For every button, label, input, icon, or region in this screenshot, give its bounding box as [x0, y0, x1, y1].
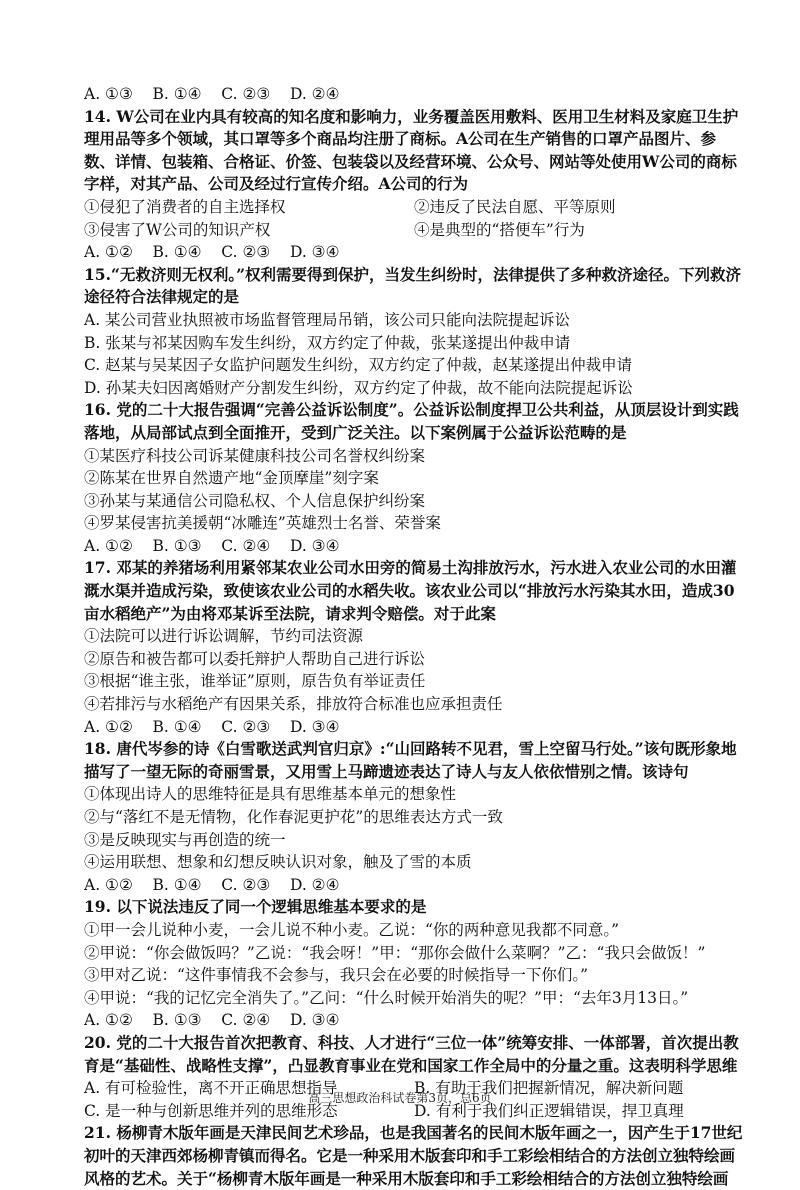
exam-body: [84, 83, 744, 1190]
option-right: B. 有助于我们把握新情况，解决新问题: [414, 1079, 684, 1098]
question-stem: 16. 党的二十大报告强调“完善公益诉讼制度”。公益诉讼制度捍卫公共利益，从顶层设计到实践落地，从局部试点到全面推开，受到广泛关注。以下案例属于公益诉讼范畴的是: [84, 400, 739, 442]
statement-line: ①某医疗科技公司诉某健康科技公司名誉权纠纷案: [84, 446, 426, 465]
answer-options: A. ①② B. ①④ C. ②③ D. ③④: [84, 243, 340, 262]
option-pair: [84, 196, 744, 219]
statement-line: ②陈某在世界自然遗产地“金顶摩崖”刻字案: [84, 469, 379, 488]
statement-line: C. 赵某与吴某因子女监护问题发生纠纷，双方约定了仲裁，赵某遂提出仲裁申请: [84, 356, 633, 375]
question-stem: 14. W公司在业内具有较高的知名度和影响力，业务覆盖医用敷料、医用卫生材料及家庭卫生护理用品等多个领域，其口罩等多个商品均注册了商标。A公司在生产销售的口罩产品图片、参数、详情、包装箱、合格证、价签、包装袋以及经营环境、公众号、网站等处使用W公司的商标字样，对其产品、公司及经过行宣传介绍。A公司的行为: [84, 106, 739, 194]
statement-line: ③孙某与某通信公司隐私权、个人信息保护纠纷案: [84, 491, 426, 510]
statement-line: ③是反映现实与再创造的统一: [84, 830, 286, 849]
question-stem: 15.“无救济则无权利。”权利需要得到保护，当发生纠纷时，法律提供了多种救济途径。下列救济途径符合法律规定的是: [84, 264, 742, 307]
statement-line: ④甲说：“我的记忆完全消失了。”乙问：“什么时候开始消失的呢？”甲：“去年3月13日。”: [84, 988, 689, 1007]
option-right: D. 有利于我们纠正逻辑错误，捍卫真理: [414, 1101, 684, 1120]
answer-options: A. ①② B. ①③ C. ②④ D. ③④: [84, 1011, 340, 1030]
statement-line: A. 某公司营业执照被市场监督管理局吊销，该公司只能向法院提起诉讼: [84, 310, 571, 329]
statement-line: ④若排污与水稻绝产有因果关系，排放符合标准也应承担责任: [84, 695, 503, 714]
statement-line: ①法院可以进行诉讼调解，节约司法资源: [84, 627, 364, 646]
answer-options: A. ①② B. ①④ C. ②③ D. ③④: [84, 717, 340, 736]
option-left: C. 是一种与创新思维并列的思维形态: [84, 1101, 338, 1120]
page-footer: 高三思想政治科试卷第3页，总6页: [308, 1091, 492, 1105]
option-left: ①侵犯了消费者的自主选择权: [84, 197, 286, 216]
question-stem: 18. 唐代岑参的诗《白雪歌送武判官归京》:“山回路转不见君，雪上空留马行处。”该句既形象地描写了一望无际的奇丽雪景，又用雪上马蹄遗迹表达了诗人与友人依依惜别之情。该诗句: [84, 739, 737, 781]
question-stem: 21. 杨柳青木版年画是天津民间艺术珍品，也是我国著名的民间木版年画之一，因产生于17世纪初叶的天津西郊杨柳青镇而得名。它是一种采用木版套印和手工彩绘相结合的方法创立独特绘画风格的艺术。关于“杨柳青木版年画是一种采用木版套印和手工彩绘相结合的方法创立独特绘画: [84, 1123, 743, 1188]
statement-line: ①体现出诗人的思维特征是具有思维基本单元的想象性: [84, 785, 457, 804]
question-stem: 19. 以下说法违反了同一个逻辑思维基本要求的是: [84, 897, 427, 917]
statement-line: ②原告和被告都可以委托辩护人帮助自己进行诉讼: [84, 649, 426, 668]
answer-options: A. ①② B. ①④ C. ②③ D. ②④: [84, 875, 340, 894]
option-left: A. 有可检验性，离不开正确思想指导: [84, 1079, 338, 1098]
option-right: ②违反了民法自愿、平等原则: [414, 197, 616, 216]
statement-line: ③甲对乙说：“这件事情我不会参与，我只会在必要的时候指导一下你们。”: [84, 966, 589, 985]
question-stem: 17. 邓某的养猪场利用紧邻某农业公司水田旁的简易土沟排放污水，污水进入农业公司的水田灌溉水渠并造成污染，致使该农业公司的水稻失收。该农业公司以“排放污水污染其水田，造成30亩水稻绝产”为由将邓某诉至法院，请求判令赔偿。对于此案: [84, 558, 737, 623]
question-stem: 20. 党的二十大报告首次把教育、科技、人才进行“三位一体”统筹安排、一体部署，首次提出教育是“基础性、战略性支撑”，凸显教育事业在党和国家工作全局中的分量之重。这表明科学思维: [84, 1032, 739, 1075]
statement-line: ②与“落红不是无情物，化作春泥更护花”的思维表达方式一致: [84, 808, 503, 826]
option-right: ④是典型的“搭便车”行为: [414, 220, 585, 239]
statement-line: B. 张某与祁某因购车发生纠纷，双方约定了仲裁，张某遂提出仲裁申请: [84, 333, 571, 352]
answer-options: A. ①③ B. ①④ C. ②③ D. ②④: [84, 85, 340, 103]
statement-line: ②甲说：“你会做饭吗？”乙说：“我会呀！”甲：“那你会做什么菜啊？”乙：“我只会做饭！”: [84, 943, 706, 962]
statement-line: ③根据“谁主张，谁举证”原则，原告负有举证责任: [84, 672, 426, 691]
statement-line: ④罗某侵害抗美援朝“冰雕连”英雄烈士名誉、荣誉案: [84, 514, 441, 533]
option-pair: [84, 219, 744, 242]
statement-line: D. 孙某夫妇因离婚财产分割发生纠纷，双方约定了仲裁，故不能向法院提起诉讼: [84, 378, 633, 397]
statement-line: ④运用联想、想象和幻想反映认识对象，触及了雪的本质: [84, 853, 472, 872]
option-left: ③侵害了W公司的知识产权: [84, 220, 271, 239]
statement-line: ①甲一会儿说种小麦，一会儿说不种小麦。乙说：“你的两种意见我都不同意。”: [84, 920, 620, 939]
answer-options: A. ①② B. ①③ C. ②④ D. ③④: [84, 536, 340, 555]
